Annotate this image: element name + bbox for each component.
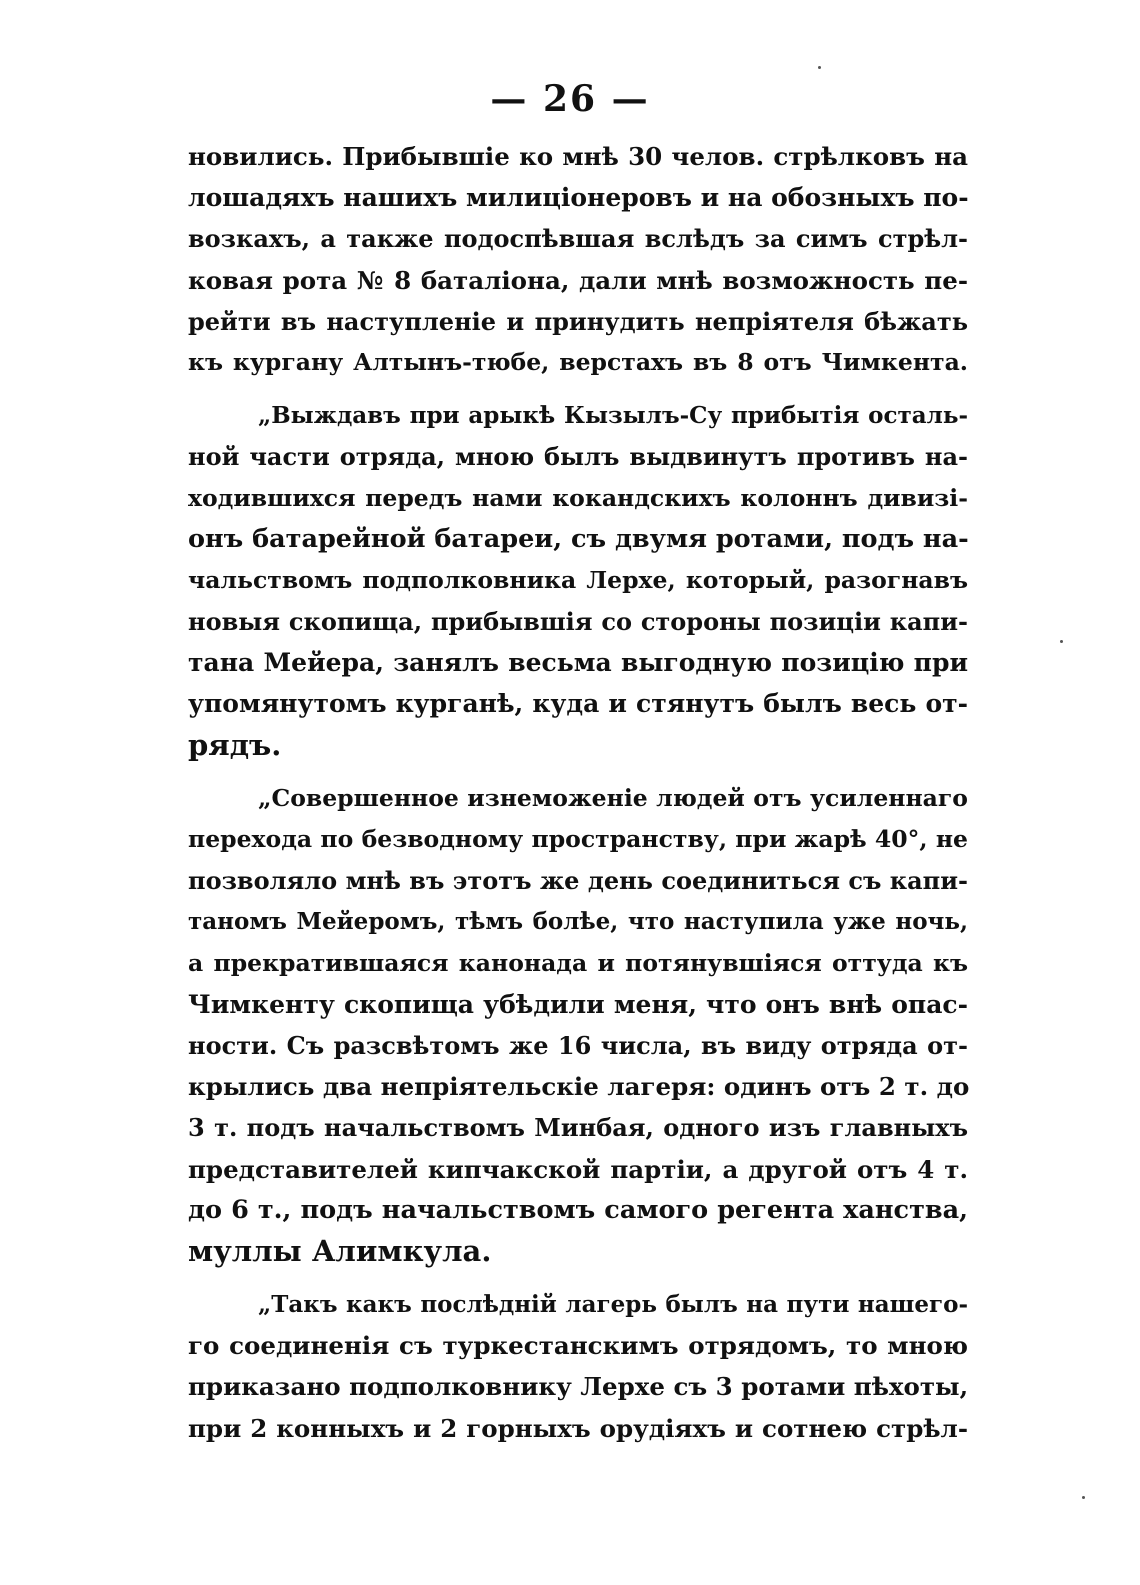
text-line: тана Мейера, занялъ весьма выгодную позицію при bbox=[188, 648, 968, 678]
text-line: Чимкенту скопища убѣдили меня, что онъ внѣ опас- bbox=[188, 989, 968, 1019]
text-line: рейти въ наступленіе и принудить непріятеля бѣжать bbox=[188, 306, 968, 336]
text-line: до 6 т., подъ начальствомъ самого регента ханства, bbox=[188, 1194, 968, 1225]
text-line: перехода по безводному пространству, при жарѣ 40°, не bbox=[188, 825, 968, 853]
paragraph bbox=[188, 395, 968, 766]
text-line: упомянутомъ курганѣ, куда и стянутъ былъ весь от- bbox=[188, 689, 968, 719]
text-line: муллы Алимкула. bbox=[188, 1233, 492, 1268]
paragraph-gap bbox=[188, 383, 968, 395]
text-line: ковая рота № 8 баталіона, дали мнѣ возможность пе- bbox=[188, 265, 968, 295]
page-number: — 26 — bbox=[490, 78, 650, 120]
text-line: онъ батарейной батареи, съ двумя ротами, подъ на- bbox=[188, 523, 969, 554]
text-line: представителей кипчакской партіи, а другой отъ 4 т. bbox=[188, 1154, 968, 1184]
paragraph bbox=[188, 136, 968, 383]
paragraph bbox=[188, 778, 968, 1272]
text-line: а прекратившаяся канонада и потянувшіяся оттуда къ bbox=[188, 948, 968, 977]
text-line: „Выждавъ при арыкѣ Кызылъ-Су прибытія осталь- bbox=[258, 402, 968, 430]
body-text bbox=[188, 136, 968, 1449]
paragraph bbox=[188, 1284, 968, 1449]
text-line: „Такъ какъ послѣдній лагерь былъ на пути нашего- bbox=[258, 1291, 968, 1319]
text-line: къ кургану Алтынъ-тюбе, верстахъ въ 8 отъ Чимкента. bbox=[188, 347, 968, 376]
text-line: крылись два непріятельскіе лагеря: одинъ отъ 2 т. до bbox=[188, 1072, 970, 1102]
text-line: ной части отряда, мною былъ выдвинутъ противъ на- bbox=[188, 442, 968, 472]
text-line: ходившихся передъ нами кокандскихъ колоннъ дивизі- bbox=[188, 483, 968, 512]
scan-speck bbox=[1060, 640, 1063, 643]
text-line: возкахъ, а также подоспѣвшая вслѣдъ за симъ стрѣл- bbox=[188, 224, 968, 254]
paragraph-gap bbox=[188, 766, 968, 778]
text-line: „Совершенное изнеможеніе людей отъ усиленнаго bbox=[258, 783, 968, 812]
text-line: лошадяхъ нашихъ милиціонеровъ и на обозныхъ по- bbox=[188, 183, 969, 213]
text-line: при 2 конныхъ и 2 горныхъ орудіяхъ и сотнею стрѣл- bbox=[188, 1413, 968, 1443]
scan-speck bbox=[818, 66, 821, 69]
text-line: позволяло мнѣ въ этотъ же день соединиться съ капи- bbox=[188, 866, 968, 896]
text-line: новились. Прибывшіе ко мнѣ 30 челов. стрѣлковъ на bbox=[188, 142, 968, 171]
text-line: приказано подполковнику Лерхе съ 3 ротами пѣхоты, bbox=[188, 1372, 969, 1402]
text-line: новыя скопища, прибывшія со стороны позиціи капи- bbox=[188, 607, 968, 637]
text-line: чальствомъ подполковника Лерхе, который, разогнавъ bbox=[188, 565, 968, 594]
text-line: го соединенія съ туркестанскимъ отрядомъ, то мною bbox=[188, 1331, 968, 1361]
text-line: ности. Съ разсвѣтомъ же 16 числа, въ виду отряда от- bbox=[188, 1030, 968, 1060]
text-line: таномъ Мейеромъ, тѣмъ болѣе, что наступила уже ночь, bbox=[188, 908, 968, 936]
paragraph-gap bbox=[188, 1272, 968, 1284]
text-line: рядъ. bbox=[188, 727, 282, 762]
scan-speck bbox=[1082, 1496, 1085, 1499]
text-line: 3 т. подъ начальствомъ Минбая, одного изъ главныхъ bbox=[188, 1113, 968, 1143]
